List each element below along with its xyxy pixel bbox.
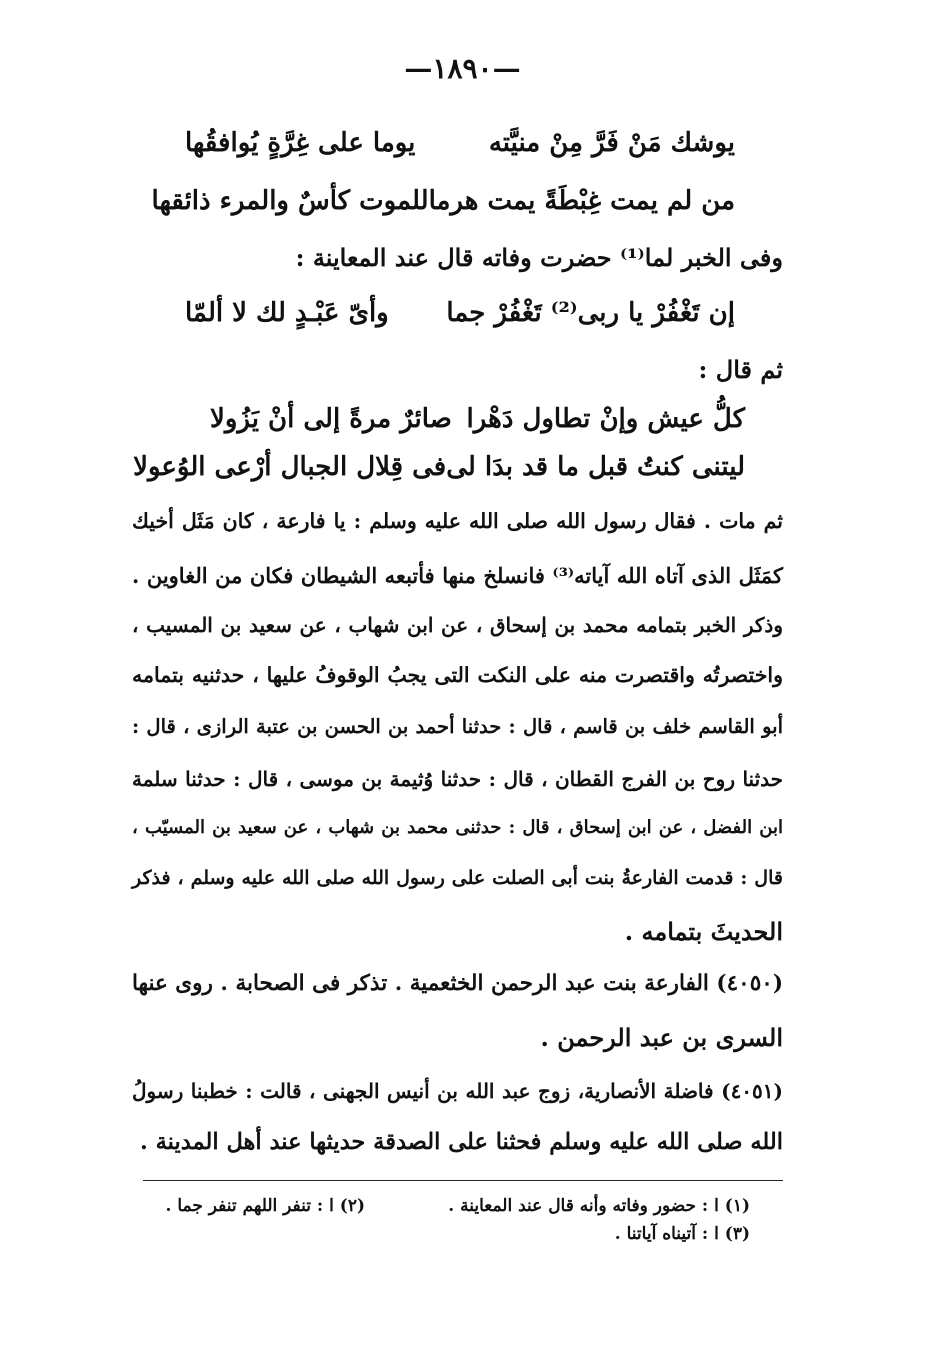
verse-second-hemistich: يوما على غِرَّةٍ يُوافقُها <box>185 128 416 158</box>
verse-first-hemistich: كلُّ عيش وإنْ تطاول دَهْرا <box>466 404 745 434</box>
prose-line: حدثنا روح بن الفرج القطان ، قال : حدثنا وُثيمة بن موسى ، قال : حدثنا سلمة <box>132 767 783 791</box>
footnote-2: (٢) ا : تنفر اللهم تنفر جما . <box>165 1196 365 1216</box>
verse-second-hemistich: صائرٌ مرةً إلى أنْ يَزُولا <box>210 404 452 434</box>
verse-second-hemistich: فى قِلال الجبال أرْعى الوُعولا <box>133 452 447 482</box>
footnote-1: (١) ا : حضور وفاته وأنه قال عند المعاينة . <box>448 1196 750 1216</box>
footnote-3: (٣) ا : آتيناه آياتنا . <box>614 1224 750 1244</box>
prose-line: الحديثَ بتمامه . <box>624 917 783 946</box>
verse-line <box>151 186 735 216</box>
page-number: —١٨٩٠— <box>404 52 521 85</box>
entry-4051-line: الله صلى الله عليه وسلم فحثنا على الصدقة حديثها عند أهل المدينة . <box>139 1129 783 1155</box>
verse-line <box>185 298 735 328</box>
verse-first-hemistich: من لم يمت غِبْطَةً يمت هرما <box>428 186 735 216</box>
prose-line: قال : قدمت الفارعةُ بنت أبى الصلت على رسول الله صلى الله عليه وسلم ، فذكر <box>132 867 783 889</box>
verse-line <box>185 128 735 158</box>
intro-line: وفى الخبر لما⁽¹⁾ حضرت وفاته قال عند المعاينة : <box>295 243 783 272</box>
verse-line <box>210 404 745 434</box>
then-said-line: ثم قال : <box>698 355 783 384</box>
entry-4050-line: السرى بن عبد الرحمن . <box>540 1023 783 1052</box>
prose-line: ثم مات . فقال رسول الله صلى الله عليه وسلم : يا فارعة ، كان مَثَل أخيك <box>132 509 783 533</box>
entry-4050-line: (٤٠٥٠) الفارعة بنت عبد الرحمن الخثعمية . تذكر فى الصحابة . روى عنها <box>132 971 783 996</box>
entry-4051-line: (٤٠٥١) فاضلة الأنصارية، زوج عبد الله بن أنيس الجهنى ، قالت : خطبنا رسولُ <box>132 1079 783 1103</box>
footnote-divider <box>143 1180 783 1181</box>
verse-second-hemistich: وأىّ عَبْـدٍ لك لا ألمّا <box>185 298 389 328</box>
prose-line: كمَثَل الذى آتاه الله آياته⁽³⁾ فانسلخ منها فأتبعه الشيطان فكان من الغاوين . <box>132 563 783 588</box>
prose-line: ابن الفضل ، عن ابن إسحاق ، قال : حدثنى محمد بن شهاب ، عن سعيد بن المسيّب ، <box>132 817 783 838</box>
verse-line <box>133 452 745 482</box>
verse-first-hemistich: إن تَغْفُرْ يا ربى⁽²⁾ تَغْفُرْ جما <box>446 298 735 328</box>
prose-line: أبو القاسم خلف بن قاسم ، قال : حدثنا أحمد بن الحسن بن عتبة الرازى ، قال : <box>132 715 783 738</box>
prose-line: واختصرتُه واقتصرت منه على النكت التى يجبُ الوقوفُ عليها ، حدثنيه بتمامه <box>132 663 783 687</box>
prose-line: وذكر الخبر بتمامه محمد بن إسحاق ، عن ابن شهاب ، عن سعيد بن المسيب ، <box>132 613 783 637</box>
verse-first-hemistich: ليتنى كنتُ قبل ما قد بدَا لى <box>446 452 745 482</box>
verse-second-hemistich: للموت كأسٌ والمرء ذائقها <box>151 186 429 216</box>
verse-first-hemistich: يوشك مَنْ فَرَّ مِنْ منيَّته <box>488 128 735 158</box>
